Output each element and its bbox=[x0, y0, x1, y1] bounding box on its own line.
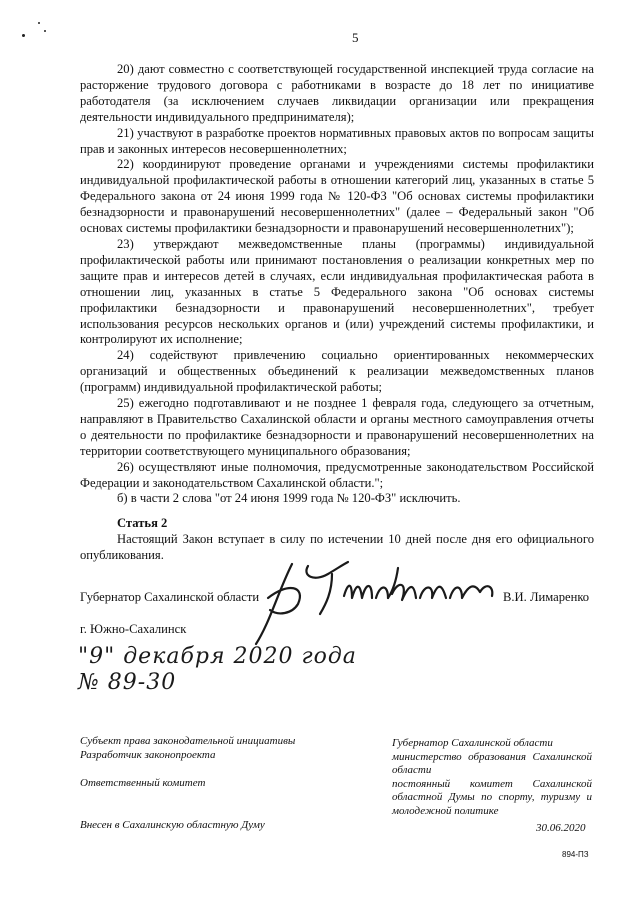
committee-value: постоянный комитет Сахалинской областной Думы по спорту, туризму и молодежной политике bbox=[392, 777, 592, 817]
article-title: Статья 2 bbox=[117, 516, 168, 531]
developer-label: Разработчик законопроекта bbox=[80, 749, 216, 761]
paragraph: 21) участвуют в разработке проектов нормативных правовых актов по вопросам защиты прав и законных интересов несовершеннолетних; bbox=[80, 125, 594, 156]
scan-speck bbox=[22, 34, 25, 37]
submitted-label: Внесен в Сахалинскую областную Думу bbox=[80, 819, 265, 831]
signing-city: г. Южно-Сахалинск bbox=[80, 622, 187, 636]
submission-date: 30.06.2020 bbox=[536, 822, 586, 834]
paragraph: 25) ежегодно подготавливают и не позднее 1 февраля года, следующего за отчетным, направляют в Правительство Сахалинской области и органы местного самоуправления отчеты о деятельности по профилактике безнадзорности и правонарушений несовершеннолетних на территории соответствующего муниципального образования; bbox=[80, 396, 594, 458]
paragraph: б) в части 2 слова "от 24 июня 1999 года № 120-ФЗ" исключить. bbox=[117, 491, 461, 506]
paragraph: 22) координируют проведение органами и учреждениями системы профилактики индивидуальной профилактической работы в отношении категорий лиц, указанных в статье 5 Федерального закона от 24 июня 1999 года № 120-ФЗ "Об основах системы профилактики безнадзорности и правонарушений несовершеннолетних" (далее – Федеральный закон "Об основах системы профилактики безнадзорности и правонарушений несовершеннолетних"); bbox=[80, 157, 594, 236]
handwritten-signature bbox=[248, 552, 504, 648]
governor-value: Губернатор Сахалинской области bbox=[392, 737, 553, 749]
handwritten-date: "9" декабря 2020 года bbox=[78, 644, 357, 669]
document-body bbox=[80, 62, 594, 564]
signatory-name: В.И. Лимаренко bbox=[503, 590, 590, 604]
paragraph: 26) осуществляют иные полномочия, предусмотренные законодательством Российской Федерации и законодательством Сахалинской области."; bbox=[80, 459, 594, 490]
document-code: 894-ПЗ bbox=[562, 850, 589, 859]
paragraph: 20) дают совместно с соответствующей государственной инспекцией труда согласие на расторжение трудового договора с работниками в возрасте до 18 лет по инициативе работодателя (за исключением случаев ликвидации организации или прекращения деятельности индивидуального предпринимателя); bbox=[80, 62, 594, 124]
ministry-value: министерство образования Сахалинской области bbox=[392, 750, 592, 776]
scan-speck bbox=[44, 30, 46, 32]
article-text: Настоящий Закон вступает в силу по истечении 10 дней после дня его официального опубликования. bbox=[80, 532, 594, 563]
handwritten-number: № 89-30 bbox=[78, 670, 177, 695]
paragraph: 23) утверждают межведомственные планы (программы) индивидуальной профилактической работы или принимают постановления о реализации конкретных мер по защите прав и интересов детей в случаях, если индивидуальная профилактическая работа в отношении лиц, указанных в статье 5 Федерального закона "Об основах системы профилактики безнадзорности и правонарушений несовершеннолетних", требует использования ресурсов нескольких органов и (или) учреждений системы профилактики, и контролируют их исполнение; bbox=[80, 236, 594, 347]
scan-speck bbox=[38, 22, 40, 24]
paragraph: 24) содействуют привлечению социально ориентированных некоммерческих организаций и общественных объединений к реализации межведомственных планов (программ) индивидуальной профилактической работы; bbox=[80, 348, 594, 395]
page-number: 5 bbox=[352, 30, 359, 45]
footer-right-block bbox=[392, 737, 592, 818]
committee-label: Ответственный комитет bbox=[80, 777, 206, 789]
initiative-label: Субъект права законодательной инициативы bbox=[80, 735, 296, 747]
signatory-position: Губернатор Сахалинской области bbox=[80, 590, 260, 604]
